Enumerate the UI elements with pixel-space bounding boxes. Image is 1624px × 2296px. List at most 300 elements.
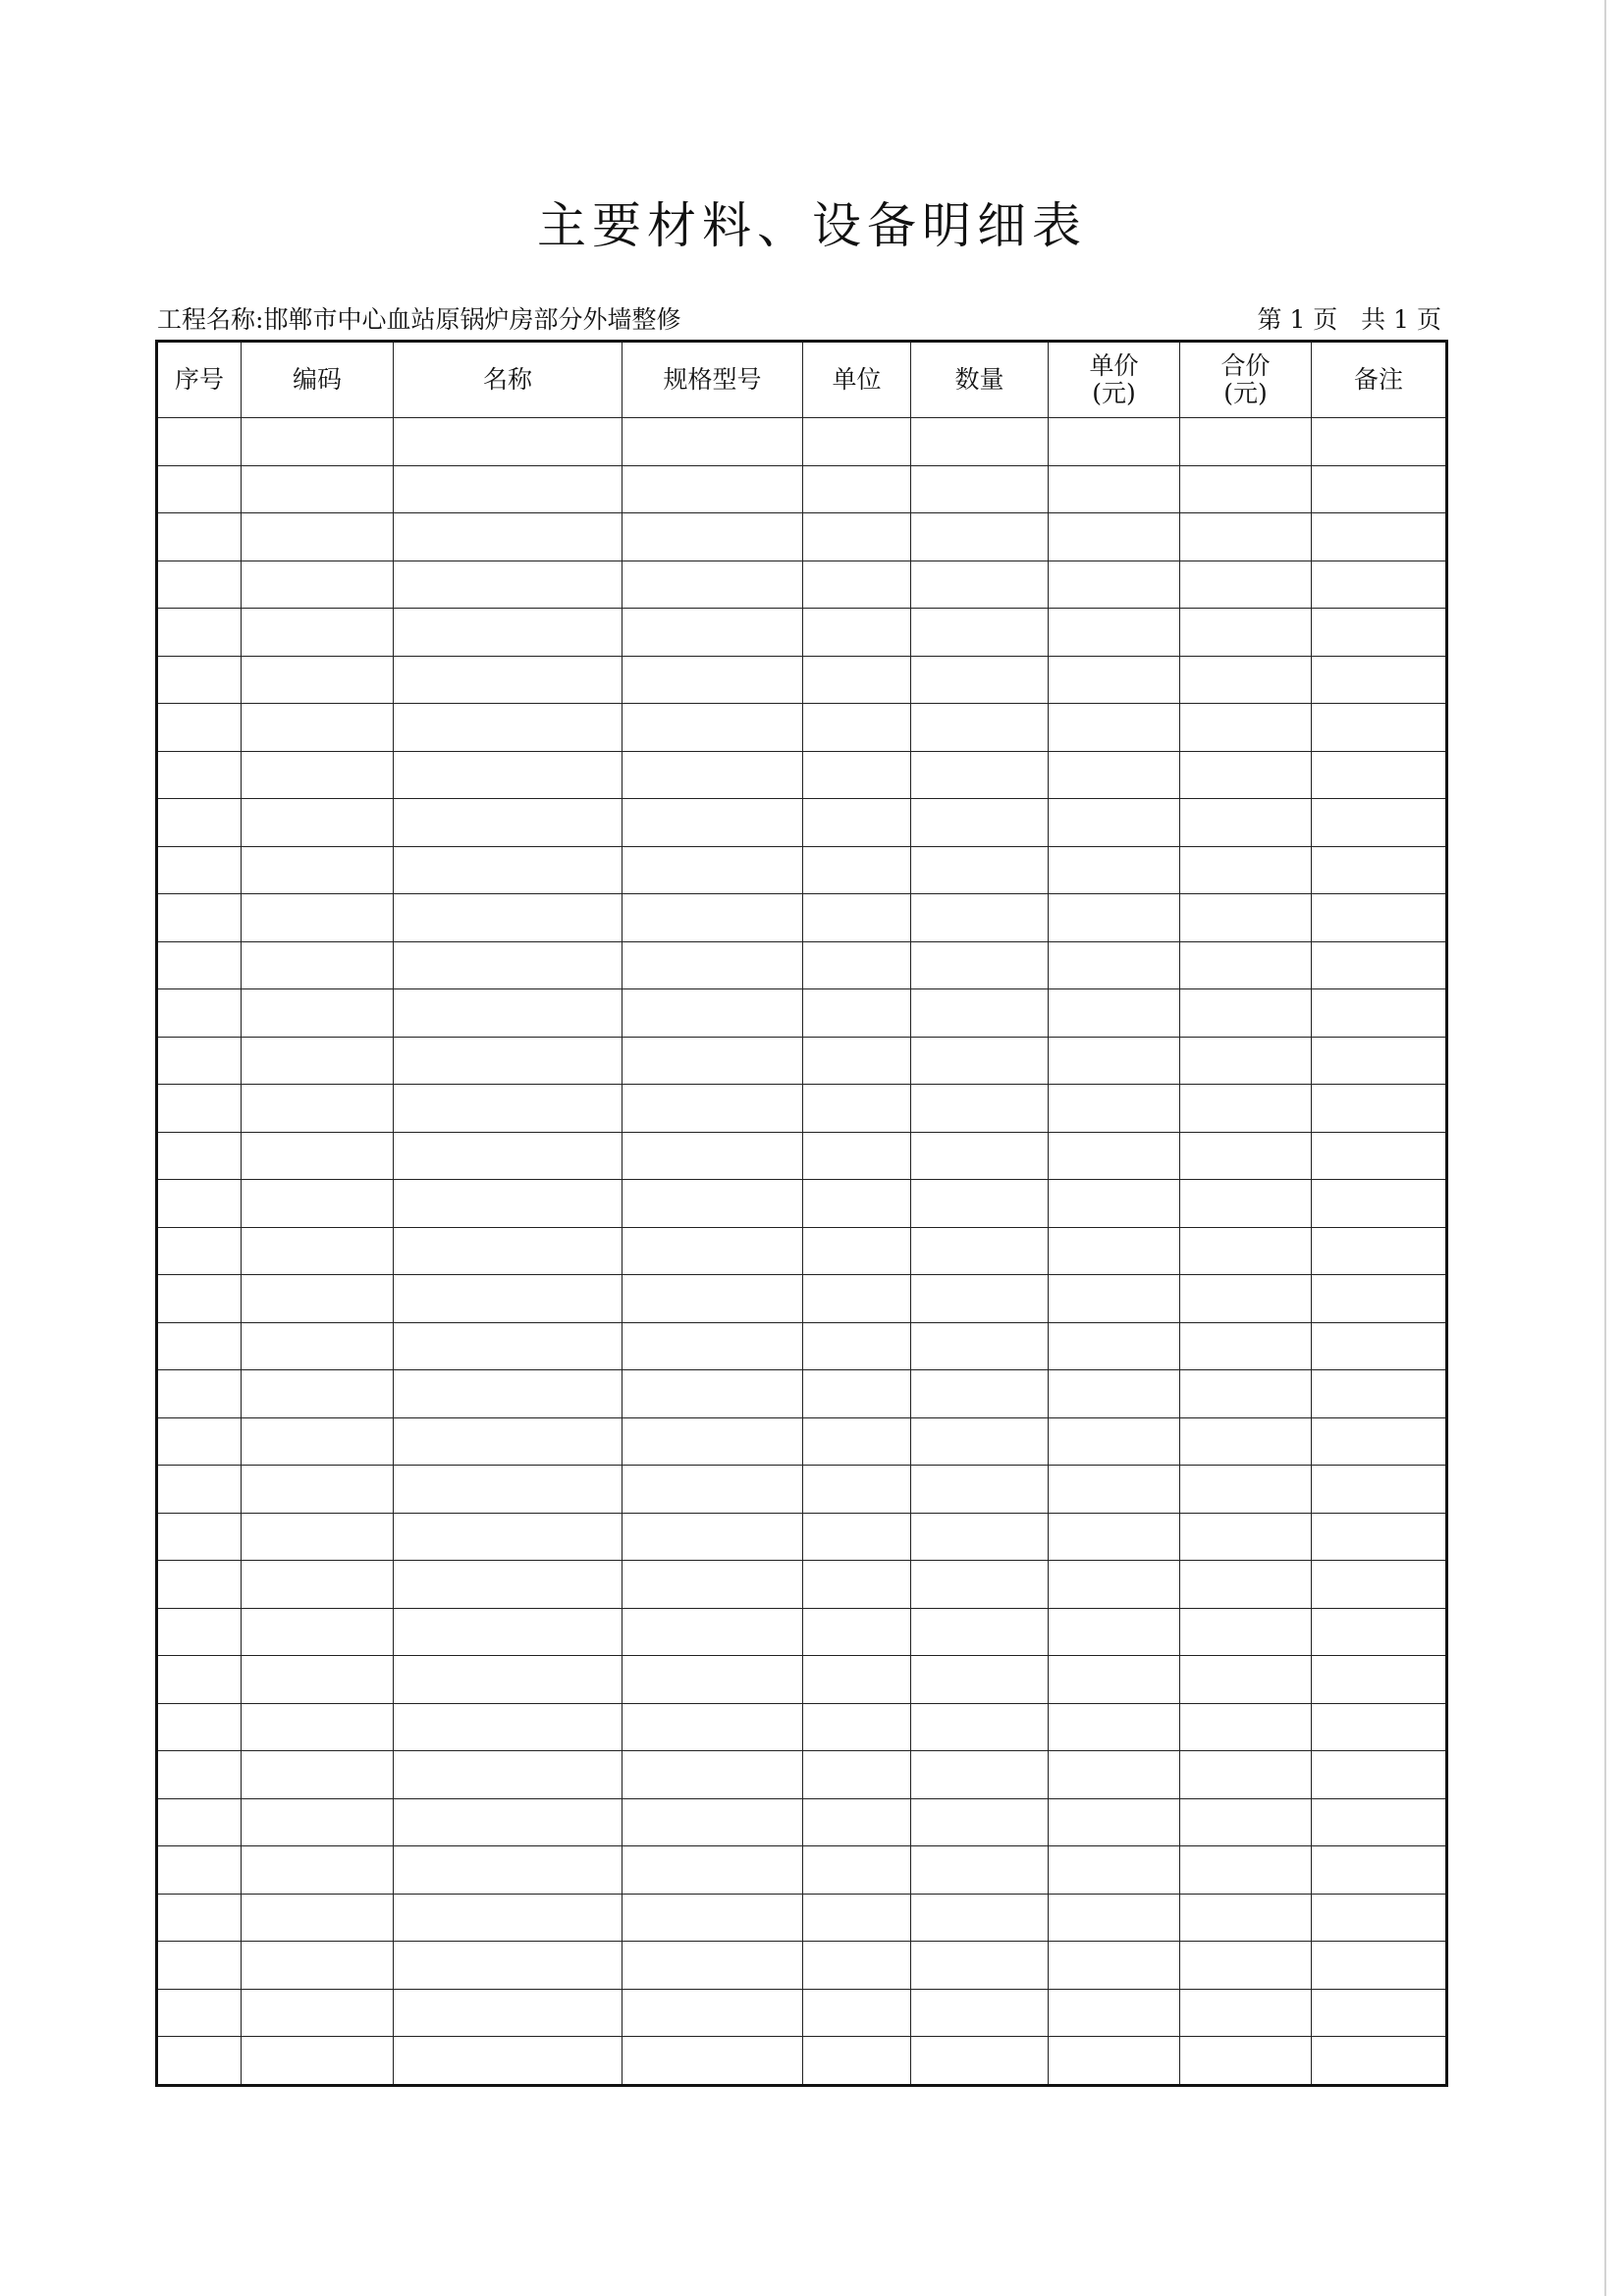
table-cell	[1312, 465, 1447, 513]
table-cell	[911, 1513, 1049, 1561]
table-cell	[157, 1180, 242, 1228]
table-cell	[157, 1227, 242, 1275]
table-cell	[1049, 1798, 1180, 1846]
table-cell	[394, 609, 623, 657]
table-cell	[242, 1370, 394, 1418]
table-row	[157, 561, 1447, 609]
table-cell	[242, 1085, 394, 1133]
table-cell	[394, 1370, 623, 1418]
table-cell	[1312, 1370, 1447, 1418]
table-cell	[911, 465, 1049, 513]
table-cell	[911, 941, 1049, 989]
table-cell	[623, 1037, 803, 1085]
table-cell	[157, 1798, 242, 1846]
table-cell	[1312, 609, 1447, 657]
table-cell	[242, 465, 394, 513]
table-cell	[911, 1989, 1049, 2037]
table-row	[157, 656, 1447, 704]
table-cell	[242, 1322, 394, 1370]
table-cell	[1312, 1942, 1447, 1990]
table-cell	[157, 609, 242, 657]
table-cell	[1049, 1370, 1180, 1418]
table-cell	[1312, 1608, 1447, 1656]
table-cell	[1312, 1275, 1447, 1323]
table-cell	[1312, 1703, 1447, 1751]
table-cell	[911, 1608, 1049, 1656]
table-cell	[242, 1561, 394, 1609]
table-cell	[1180, 799, 1312, 847]
table-cell	[394, 751, 623, 799]
table-cell	[1312, 656, 1447, 704]
table-cell	[394, 1942, 623, 1990]
table-cell	[1049, 1561, 1180, 1609]
table-cell	[1180, 1275, 1312, 1323]
table-cell	[157, 1561, 242, 1609]
table-cell	[394, 989, 623, 1038]
table-cell	[623, 418, 803, 466]
table-cell	[803, 1132, 911, 1180]
table-cell	[242, 1037, 394, 1085]
table-row	[157, 1608, 1447, 1656]
table-cell	[394, 894, 623, 942]
table-cell	[1049, 751, 1180, 799]
table-cell	[803, 704, 911, 752]
table-cell	[394, 1513, 623, 1561]
table-cell	[623, 989, 803, 1038]
table-cell	[394, 1275, 623, 1323]
table-row	[157, 1322, 1447, 1370]
table-cell	[1180, 894, 1312, 942]
table-cell	[803, 894, 911, 942]
table-row	[157, 941, 1447, 989]
table-cell	[803, 1085, 911, 1133]
table-cell	[911, 1227, 1049, 1275]
table-cell	[394, 1180, 623, 1228]
table-cell	[1049, 1608, 1180, 1656]
table-cell	[1312, 1846, 1447, 1895]
table-cell	[1180, 846, 1312, 894]
table-cell	[1312, 2037, 1447, 2086]
table-cell	[1049, 1466, 1180, 1514]
table-cell	[1180, 1608, 1312, 1656]
table-cell	[157, 704, 242, 752]
table-cell	[157, 513, 242, 561]
table-cell	[1180, 1846, 1312, 1895]
table-row	[157, 1227, 1447, 1275]
table-cell	[803, 1703, 911, 1751]
table-row	[157, 1798, 1447, 1846]
page-info	[1257, 300, 1441, 336]
table-cell	[394, 1894, 623, 1942]
page-edge-line	[1604, 0, 1606, 2296]
table-cell	[157, 894, 242, 942]
page-title: 主要材料、设备明细表	[537, 197, 1087, 254]
table-cell	[1049, 513, 1180, 561]
table-cell	[242, 513, 394, 561]
header-name: 名称	[394, 342, 623, 418]
table-cell	[911, 1085, 1049, 1133]
table-row	[157, 1037, 1447, 1085]
table-cell	[623, 1894, 803, 1942]
table-cell	[1312, 799, 1447, 847]
table-cell	[1312, 1989, 1447, 2037]
table-cell	[623, 799, 803, 847]
table-cell	[1049, 465, 1180, 513]
table-cell	[394, 1085, 623, 1133]
table-cell	[1180, 1417, 1312, 1466]
table-cell	[1049, 1846, 1180, 1895]
table-cell	[242, 1132, 394, 1180]
table-cell	[623, 561, 803, 609]
table-row	[157, 1942, 1447, 1990]
table-cell	[803, 1370, 911, 1418]
table-cell	[242, 561, 394, 609]
table-cell	[623, 1417, 803, 1466]
table-cell	[1049, 1513, 1180, 1561]
table-row	[157, 1180, 1447, 1228]
table-cell	[911, 989, 1049, 1038]
table-cell	[803, 1894, 911, 1942]
table-cell	[1312, 1417, 1447, 1466]
table-cell	[623, 1275, 803, 1323]
table-cell	[242, 656, 394, 704]
table-cell	[394, 1417, 623, 1466]
table-cell	[1180, 609, 1312, 657]
header-code: 编码	[242, 342, 394, 418]
table-cell	[1312, 1561, 1447, 1609]
table-cell	[242, 1989, 394, 2037]
table-cell	[394, 1798, 623, 1846]
table-cell	[803, 1751, 911, 1799]
table-cell	[1180, 989, 1312, 1038]
table-cell	[157, 1656, 242, 1704]
table-cell	[623, 1608, 803, 1656]
table-cell	[803, 1608, 911, 1656]
table-row	[157, 894, 1447, 942]
table-cell	[911, 656, 1049, 704]
table-cell	[623, 1227, 803, 1275]
table-cell	[803, 2037, 911, 2086]
table-cell	[803, 1037, 911, 1085]
table-cell	[1049, 2037, 1180, 2086]
table-cell	[1049, 1751, 1180, 1799]
table-cell	[911, 1370, 1049, 1418]
table-cell	[1180, 2037, 1312, 2086]
table-cell	[623, 1466, 803, 1514]
table-row	[157, 1656, 1447, 1704]
table-cell	[911, 751, 1049, 799]
table-cell	[157, 1370, 242, 1418]
table-cell	[1180, 1703, 1312, 1751]
header-quantity: 数量	[911, 342, 1049, 418]
table-cell	[1049, 609, 1180, 657]
table-row	[157, 1989, 1447, 2037]
table-cell	[1049, 561, 1180, 609]
table-cell	[803, 1227, 911, 1275]
table-cell	[394, 1227, 623, 1275]
table-cell	[242, 1275, 394, 1323]
table-cell	[157, 418, 242, 466]
table-row	[157, 1085, 1447, 1133]
table-cell	[1180, 704, 1312, 752]
table-cell	[911, 1656, 1049, 1704]
table-cell	[242, 1751, 394, 1799]
table-row	[157, 609, 1447, 657]
table-cell	[242, 704, 394, 752]
table-cell	[1049, 1989, 1180, 2037]
table-row	[157, 704, 1447, 752]
table-cell	[623, 751, 803, 799]
table-cell	[1312, 1513, 1447, 1561]
table-cell	[911, 418, 1049, 466]
table-cell	[911, 799, 1049, 847]
table-cell	[911, 1132, 1049, 1180]
header-seq: 序号	[157, 342, 242, 418]
table-cell	[157, 1942, 242, 1990]
table-cell	[394, 465, 623, 513]
table-cell	[623, 513, 803, 561]
table-cell	[1180, 1751, 1312, 1799]
table-cell	[623, 1703, 803, 1751]
table-cell	[803, 846, 911, 894]
table-cell	[911, 1894, 1049, 1942]
table-cell	[1312, 1180, 1447, 1228]
table-row	[157, 1751, 1447, 1799]
table-cell	[1312, 941, 1447, 989]
table-row	[157, 1894, 1447, 1942]
table-cell	[623, 1751, 803, 1799]
table-cell	[911, 894, 1049, 942]
table-cell	[803, 465, 911, 513]
table-cell	[157, 1132, 242, 1180]
table-cell	[1049, 989, 1180, 1038]
table-cell	[394, 1037, 623, 1085]
table-cell	[623, 1656, 803, 1704]
table-row	[157, 1275, 1447, 1323]
table-cell	[1312, 1751, 1447, 1799]
table-cell	[623, 1370, 803, 1418]
table-cell	[157, 656, 242, 704]
table-cell	[623, 1085, 803, 1133]
table-cell	[623, 894, 803, 942]
table-cell	[157, 1513, 242, 1561]
table-cell	[1180, 1513, 1312, 1561]
table-cell	[157, 1846, 242, 1895]
header-unit-price: 单价 (元)	[1049, 342, 1180, 418]
table-cell	[394, 1989, 623, 2037]
table-cell	[1049, 1085, 1180, 1133]
table-cell	[1049, 799, 1180, 847]
table-cell	[1049, 1322, 1180, 1370]
table-cell	[623, 704, 803, 752]
table-cell	[242, 1703, 394, 1751]
table-cell	[623, 941, 803, 989]
table-cell	[623, 1322, 803, 1370]
table-cell	[1180, 1656, 1312, 1704]
page-prefix: 第	[1257, 305, 1282, 334]
table-row	[157, 465, 1447, 513]
table-cell	[623, 846, 803, 894]
table-cell	[157, 1703, 242, 1751]
table-cell	[911, 1703, 1049, 1751]
table-cell	[394, 1466, 623, 1514]
table-row	[157, 2037, 1447, 2086]
header-spec: 规格型号	[623, 342, 803, 418]
table-row	[157, 1846, 1447, 1895]
table-cell	[911, 609, 1049, 657]
table-cell	[1049, 1703, 1180, 1751]
table-cell	[803, 799, 911, 847]
table-cell	[157, 1466, 242, 1514]
table-cell	[1049, 656, 1180, 704]
table-cell	[911, 846, 1049, 894]
table-cell	[1312, 1466, 1447, 1514]
table-cell	[1049, 894, 1180, 942]
table-cell	[1180, 1322, 1312, 1370]
table-cell	[242, 846, 394, 894]
table-cell	[1312, 989, 1447, 1038]
table-cell	[157, 1894, 242, 1942]
table-cell	[1049, 1656, 1180, 1704]
table-cell	[157, 799, 242, 847]
table-cell	[1180, 1227, 1312, 1275]
table-cell	[1180, 1989, 1312, 2037]
table-header-row	[157, 342, 1447, 418]
table-cell	[242, 1608, 394, 1656]
table-cell	[1049, 846, 1180, 894]
table-cell	[623, 2037, 803, 2086]
table-cell	[1049, 1275, 1180, 1323]
table-cell	[394, 656, 623, 704]
table-cell	[394, 561, 623, 609]
table-cell	[911, 1751, 1049, 1799]
table-cell	[623, 656, 803, 704]
table-cell	[1180, 418, 1312, 466]
table-row	[157, 799, 1447, 847]
table-row	[157, 1466, 1447, 1514]
table-cell	[394, 1561, 623, 1609]
table-row	[157, 418, 1447, 466]
table-cell	[1180, 1037, 1312, 1085]
table-cell	[803, 513, 911, 561]
table-cell	[911, 1180, 1049, 1228]
table-cell	[157, 1275, 242, 1323]
table-cell	[623, 1942, 803, 1990]
table-row	[157, 1561, 1447, 1609]
header-total-price: 合价 (元)	[1180, 342, 1312, 418]
table-cell	[911, 561, 1049, 609]
table-cell	[623, 1513, 803, 1561]
table-cell	[1180, 941, 1312, 989]
table-cell	[911, 1942, 1049, 1990]
table-cell	[623, 609, 803, 657]
table-cell	[1312, 513, 1447, 561]
table-cell	[242, 1466, 394, 1514]
table-cell	[1180, 1370, 1312, 1418]
table-cell	[911, 1798, 1049, 1846]
table-cell	[803, 941, 911, 989]
table-cell	[803, 656, 911, 704]
table-cell	[157, 561, 242, 609]
table-cell	[157, 1085, 242, 1133]
table-cell	[242, 894, 394, 942]
table-cell	[1312, 1037, 1447, 1085]
table-cell	[242, 1942, 394, 1990]
table-cell	[911, 1037, 1049, 1085]
table-cell	[1049, 1227, 1180, 1275]
table-cell	[394, 2037, 623, 2086]
table-cell	[394, 1751, 623, 1799]
total-prefix: 共	[1361, 305, 1386, 334]
table-cell	[242, 1798, 394, 1846]
table-cell	[1180, 656, 1312, 704]
table-cell	[803, 1466, 911, 1514]
project-name: 邯郸市中心血站原锅炉房部分外墙整修	[263, 305, 681, 334]
table-cell	[157, 1989, 242, 2037]
table-cell	[803, 1656, 911, 1704]
table-cell	[157, 1037, 242, 1085]
table-cell	[242, 799, 394, 847]
table-cell	[1049, 1417, 1180, 1466]
table-cell	[157, 465, 242, 513]
table-cell	[1180, 751, 1312, 799]
table-cell	[1312, 1798, 1447, 1846]
table-cell	[394, 846, 623, 894]
table-cell	[157, 1751, 242, 1799]
table-cell	[242, 609, 394, 657]
table-row	[157, 989, 1447, 1038]
table-cell	[911, 1846, 1049, 1895]
table-cell	[803, 1513, 911, 1561]
table-cell	[803, 1942, 911, 1990]
table-cell	[394, 1132, 623, 1180]
table-cell	[803, 561, 911, 609]
table-cell	[394, 1608, 623, 1656]
table-cell	[803, 1561, 911, 1609]
table-cell	[1049, 1037, 1180, 1085]
table-cell	[911, 1322, 1049, 1370]
table-cell	[911, 513, 1049, 561]
table-cell	[242, 941, 394, 989]
table-cell	[911, 1466, 1049, 1514]
table-cell	[623, 1989, 803, 2037]
table-cell	[803, 1275, 911, 1323]
table-cell	[1312, 561, 1447, 609]
table-cell	[1180, 513, 1312, 561]
table-cell	[911, 1275, 1049, 1323]
table-cell	[1049, 941, 1180, 989]
table-row	[157, 846, 1447, 894]
table-cell	[157, 1322, 242, 1370]
table-row	[157, 513, 1447, 561]
table-cell	[1180, 1466, 1312, 1514]
table-cell	[394, 799, 623, 847]
table-cell	[1049, 1894, 1180, 1942]
table-cell	[242, 1227, 394, 1275]
table-cell	[1312, 1085, 1447, 1133]
table-cell	[803, 1989, 911, 2037]
table-cell	[1180, 561, 1312, 609]
table-cell	[394, 704, 623, 752]
table-cell	[1312, 846, 1447, 894]
table-cell	[1049, 1132, 1180, 1180]
table-cell	[1180, 465, 1312, 513]
table-cell	[1049, 418, 1180, 466]
table-cell	[1312, 751, 1447, 799]
table-cell	[803, 751, 911, 799]
table-cell	[242, 989, 394, 1038]
table-row	[157, 1370, 1447, 1418]
